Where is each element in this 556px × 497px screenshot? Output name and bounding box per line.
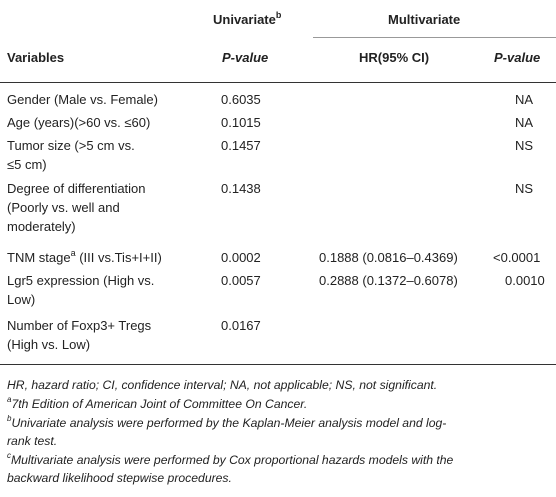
multi-pvalue: NS	[515, 181, 534, 196]
table-row-tnm	[7, 249, 162, 266]
header-univariate-pvalue	[222, 50, 268, 65]
pvalue-p-2: P	[494, 50, 503, 65]
variable-line: Tumor size (>5 cm vs.	[7, 138, 135, 153]
multivariate-span-rule	[313, 37, 556, 38]
footnote-b-line2: rank test.	[7, 433, 58, 448]
uni-pvalue: 0.6035	[221, 92, 261, 107]
uni-pvalue: 0.0002	[221, 250, 261, 265]
table-bottom-rule	[0, 364, 556, 365]
hr-ci-value: 0.2888 (0.1372–0.6078)	[319, 273, 458, 288]
pvalue-p: P	[222, 50, 231, 65]
table-row-tumor-size	[7, 137, 135, 173]
variable-line: Lgr5 expression (High vs.	[7, 273, 155, 288]
variable-sup: a	[70, 247, 76, 258]
uni-pvalue: 0.0057	[221, 273, 261, 288]
footnote-c-sup: c	[7, 450, 11, 460]
variable-line: moderately)	[7, 219, 76, 234]
table-row-gender	[7, 91, 158, 108]
footnote-c-line2: backward likelihood stepwise procedures.	[7, 470, 232, 485]
table-row-foxp3	[7, 317, 151, 353]
footnote-a	[7, 394, 547, 413]
variable-line: Low)	[7, 292, 36, 307]
header-multivariate: Multivariate	[388, 12, 461, 27]
variable-line: (High vs. Low)	[7, 337, 91, 352]
header-variables: Variables	[7, 50, 65, 65]
uni-pvalue: 0.1015	[221, 115, 261, 130]
pvalue-rest: -value	[230, 50, 269, 65]
multi-pvalue: NS	[515, 138, 534, 153]
footnote-b-line1: Univariate analysis were performed by the Kaplan-Meier analysis model and log-	[11, 416, 447, 430]
footnote-b	[7, 413, 547, 449]
variable-line: Number of Foxp3+ Tregs	[7, 318, 152, 333]
variable-tail: (III vs.Tis+I+II)	[75, 250, 162, 265]
footnote-abbreviations: HR, hazard ratio; CI, confidence interval; NA, not applicable; NS, not significant.	[7, 378, 438, 392]
uni-pvalue: 0.1457	[221, 138, 261, 153]
footnote-b-sup: b	[7, 413, 12, 423]
header-univariate-sup: b	[275, 9, 282, 20]
variable-line: ≤5 cm)	[7, 157, 47, 172]
footnote-c	[7, 450, 547, 486]
table-row-differentiation	[7, 180, 146, 235]
header-multivariate-pvalue	[494, 50, 540, 65]
uni-pvalue: 0.1438	[221, 181, 261, 196]
variable-line: Degree of differentiation	[7, 181, 146, 196]
multi-pvalue: NA	[515, 92, 534, 107]
footnote-a-text: 7th Edition of American Joint of Committee On Cancer.	[11, 397, 308, 411]
multi-pvalue: NA	[515, 115, 534, 130]
variable-line: Gender (Male vs. Female)	[7, 92, 158, 107]
uni-pvalue: 0.0167	[221, 318, 261, 333]
table-row-lgr5	[7, 272, 154, 308]
pvalue-rest-2: -value	[502, 50, 541, 65]
header-univariate-text: Univariate	[213, 12, 276, 27]
header-univariate	[213, 9, 282, 27]
multi-pvalue: 0.0010	[505, 273, 545, 288]
table-row-age	[7, 114, 150, 131]
variable-line: TNM stage	[7, 250, 71, 265]
variable-line: (Poorly vs. well and	[7, 200, 120, 215]
header-bottom-rule	[0, 82, 556, 83]
header-hr-ci: HR(95% CI)	[359, 50, 430, 65]
multi-pvalue: <0.0001	[493, 250, 541, 265]
footnote-c-line1: Multivariate analysis were performed by Cox proportional hazards models with the	[11, 453, 454, 467]
variable-line: Age (years)(>60 vs. ≤60)	[7, 115, 151, 130]
hr-ci-value: 0.1888 (0.0816–0.4369)	[319, 250, 458, 265]
footnote-a-sup: a	[7, 394, 12, 404]
